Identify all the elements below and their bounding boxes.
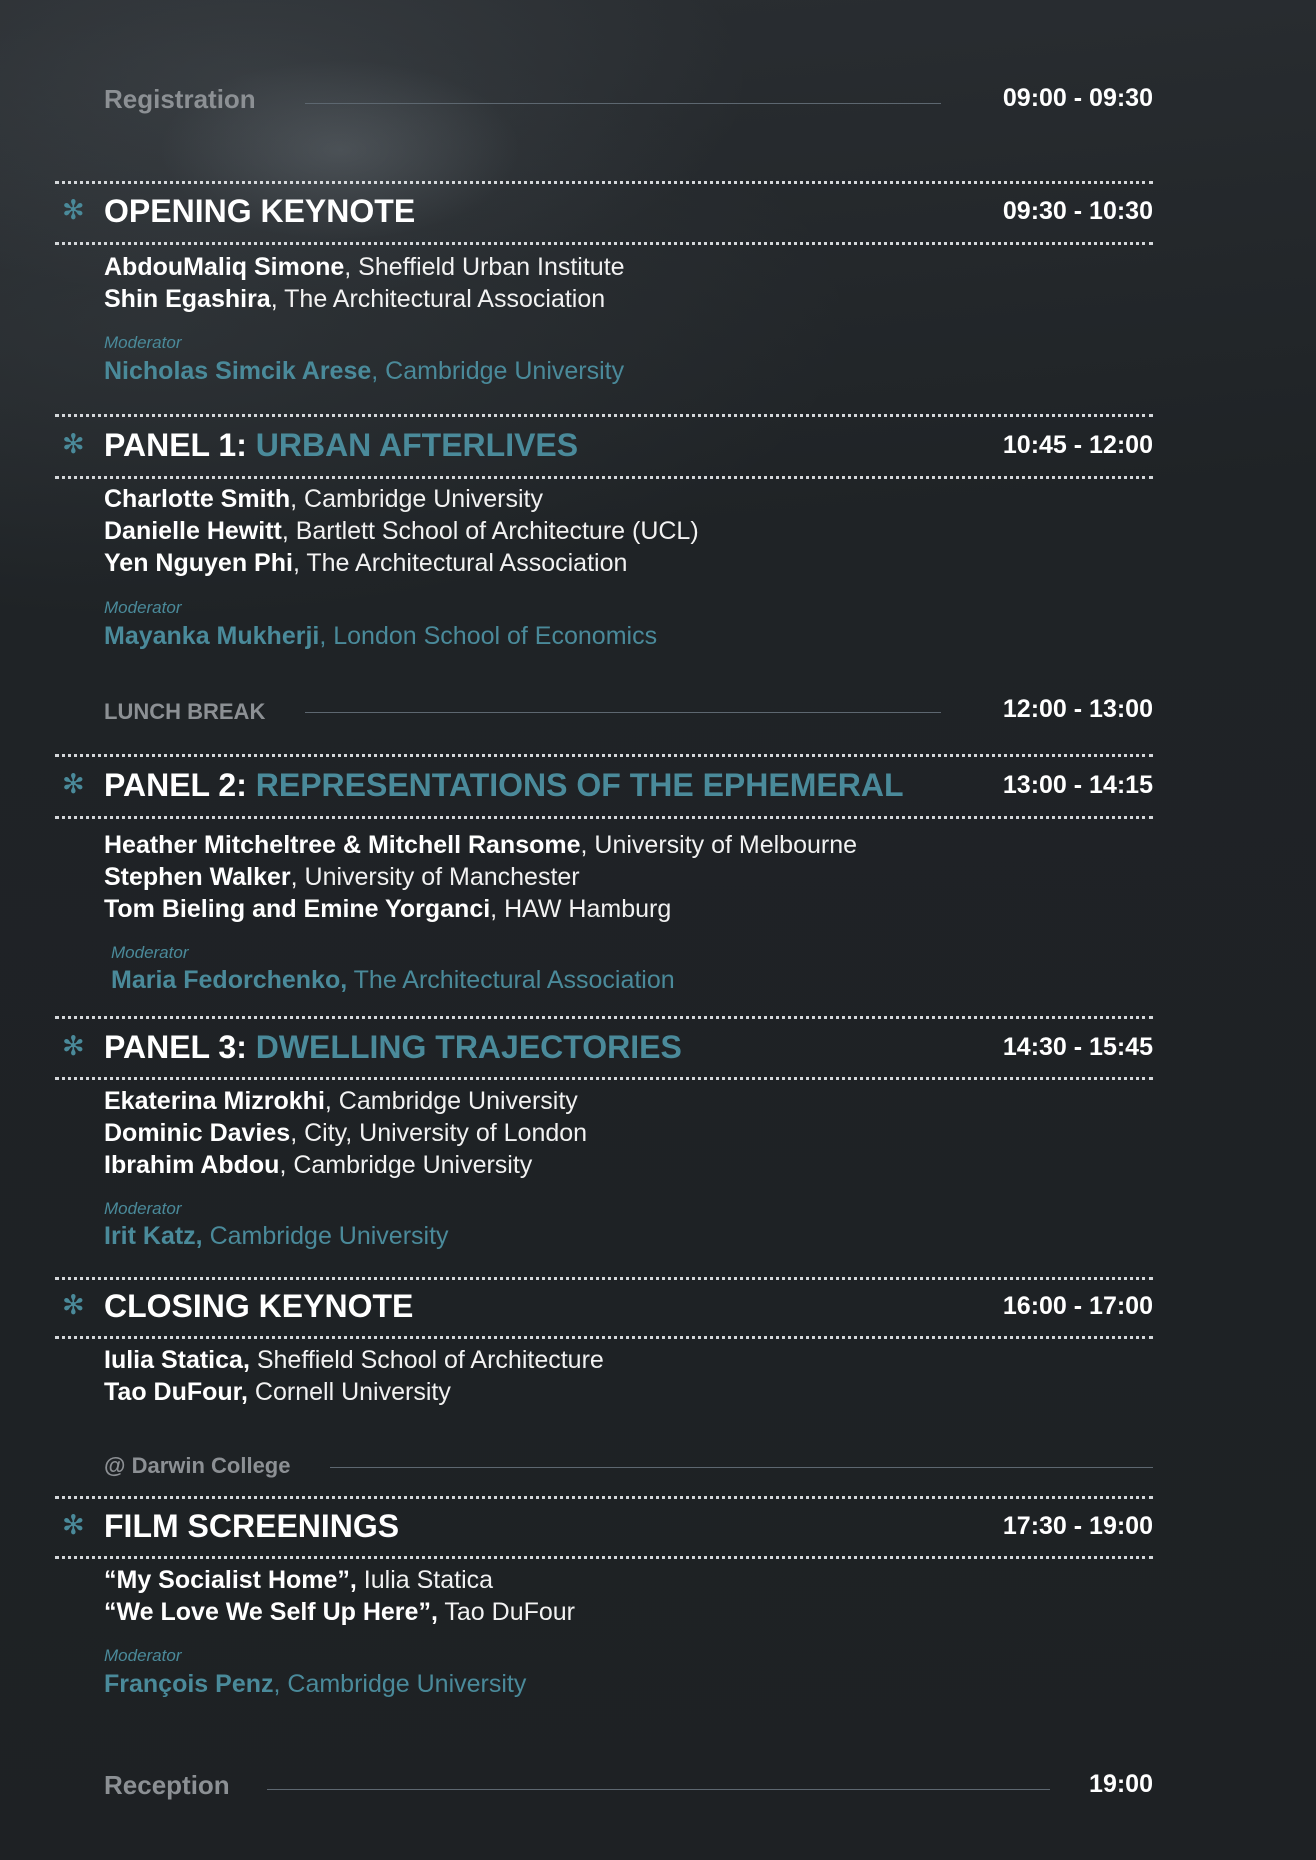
moderator-affiliation: , Cambridge University — [371, 357, 625, 385]
speaker-row — [104, 515, 699, 547]
moderator-label: Moderator — [111, 943, 189, 962]
speaker-name: Dominic Davies — [104, 1119, 291, 1147]
session-divider-bottom — [55, 1336, 1153, 1339]
speaker-row — [104, 893, 857, 925]
registration-label: Registration — [104, 84, 256, 114]
moderator-name: Irit Katz, — [104, 1222, 203, 1250]
session-divider-top — [55, 181, 1153, 184]
speaker-row — [104, 1376, 604, 1408]
star-icon: ✻ — [62, 195, 85, 225]
star-icon: ✻ — [62, 769, 85, 799]
speaker-name: AbdouMaliq Simone — [104, 253, 345, 281]
moderator-row — [104, 357, 624, 386]
speaker-affiliation: , Sheffield Urban Institute — [344, 253, 625, 281]
session-divider-top — [55, 754, 1153, 757]
session-title-prefix: OPENING KEYNOTE — [104, 193, 416, 229]
moderator-name: Maria Fedorchenko, — [111, 966, 348, 994]
moderator-row — [104, 1222, 449, 1251]
speaker-name: Ibrahim Abdou — [104, 1151, 280, 1179]
speaker-list — [104, 1564, 575, 1628]
speaker-list — [104, 1344, 604, 1408]
session-divider-bottom — [55, 242, 1153, 245]
session-title — [104, 1508, 399, 1545]
venue-label: @ Darwin College — [104, 1453, 291, 1478]
session-divider-bottom — [55, 476, 1153, 479]
moderator-name: François Penz — [104, 1670, 274, 1698]
speaker-name: Tao DuFour, — [104, 1378, 248, 1406]
session-title-prefix: FILM SCREENINGS — [104, 1508, 400, 1544]
speaker-name: Iulia Statica, — [104, 1346, 250, 1374]
speaker-row — [104, 861, 857, 893]
moderator-label: Moderator — [104, 1646, 182, 1665]
reception-divider — [267, 1789, 1050, 1790]
session-time: 14:30 - 15:45 — [1002, 1033, 1153, 1061]
session-divider-bottom — [55, 1077, 1153, 1080]
moderator-label: Moderator — [104, 1199, 182, 1218]
speaker-affiliation: , Cambridge University — [324, 1087, 578, 1115]
moderator-row — [111, 966, 675, 995]
moderator-affiliation: The Architectural Association — [347, 966, 675, 994]
lunch-time: 12:00 - 13:00 — [1002, 695, 1153, 723]
session-title — [104, 1288, 413, 1325]
speaker-name: Charlotte Smith — [104, 485, 291, 513]
speaker-name: Shin Egashira — [104, 285, 271, 313]
session-time: 13:00 - 14:15 — [1002, 771, 1153, 799]
speaker-affiliation: , University of Manchester — [290, 863, 580, 891]
speaker-name: Yen Nguyen Phi — [104, 549, 293, 577]
speaker-affiliation: , The Architectural Association — [292, 549, 628, 577]
session-time: 17:30 - 19:00 — [1002, 1512, 1153, 1540]
speaker-affiliation: Sheffield School of Architecture — [249, 1346, 604, 1374]
speaker-list — [104, 251, 625, 315]
speaker-row — [104, 483, 699, 515]
session-divider-top — [55, 1277, 1153, 1280]
film-director: Iulia Statica — [356, 1566, 494, 1594]
registration-divider — [305, 103, 941, 104]
session-time: 16:00 - 17:00 — [1002, 1292, 1153, 1320]
speaker-row — [104, 251, 625, 283]
star-icon: ✻ — [62, 1510, 85, 1540]
speaker-affiliation: , Cambridge University — [279, 1151, 533, 1179]
film-title: “My Socialist Home”, — [104, 1566, 357, 1594]
session-title-accent: REPRESENTATIONS OF THE EPHEMERAL — [255, 767, 904, 803]
star-icon: ✻ — [62, 1031, 85, 1061]
speaker-row — [104, 1085, 587, 1117]
speaker-affiliation: , HAW Hamburg — [490, 895, 672, 923]
speaker-list — [104, 829, 857, 925]
speaker-list — [104, 1085, 587, 1181]
speaker-name: Danielle Hewitt — [104, 517, 282, 545]
moderator-affiliation: , London School of Economics — [319, 622, 658, 650]
session-title — [104, 427, 578, 464]
session-time: 09:30 - 10:30 — [1002, 197, 1153, 225]
session-divider-bottom — [55, 1556, 1153, 1559]
star-icon: ✻ — [62, 429, 85, 459]
speaker-affiliation: , Cambridge University — [290, 485, 543, 513]
moderator-row — [104, 622, 657, 651]
moderator-affiliation: , Cambridge University — [273, 1670, 527, 1698]
moderator-name: Nicholas Simcik Arese — [104, 357, 372, 385]
star-icon: ✻ — [62, 1290, 85, 1320]
moderator-affiliation: Cambridge University — [202, 1222, 449, 1250]
speaker-row — [104, 1117, 587, 1149]
speaker-name: Tom Bieling and Emine Yorganci — [104, 895, 491, 923]
session-title-prefix: PANEL 1: — [104, 427, 256, 463]
lunch-label: LUNCH BREAK — [104, 699, 266, 724]
speaker-list — [104, 483, 699, 579]
speaker-name: Stephen Walker — [104, 863, 291, 891]
session-title-prefix: CLOSING KEYNOTE — [104, 1288, 414, 1324]
session-title-accent: DWELLING TRAJECTORIES — [255, 1029, 682, 1065]
moderator-label: Moderator — [104, 333, 182, 352]
moderator-row — [104, 1670, 526, 1699]
speaker-affiliation: , The Architectural Association — [270, 285, 606, 313]
session-divider-top — [55, 1016, 1153, 1019]
film-row — [104, 1596, 575, 1628]
venue-divider — [330, 1467, 1153, 1468]
speaker-affiliation: Cornell University — [247, 1378, 451, 1406]
film-row — [104, 1564, 575, 1596]
speaker-affiliation: , University of Melbourne — [580, 831, 858, 859]
speaker-row — [104, 1149, 587, 1181]
reception-time: 19:00 — [1089, 1770, 1153, 1798]
session-title-prefix: PANEL 2: — [104, 767, 256, 803]
session-title — [104, 193, 415, 230]
registration-time: 09:00 - 09:30 — [1002, 84, 1153, 112]
session-divider-bottom — [55, 816, 1153, 819]
speaker-affiliation: , Bartlett School of Architecture (UCL) — [281, 517, 699, 545]
session-title — [104, 767, 903, 804]
moderator-label: Moderator — [104, 598, 182, 617]
session-divider-top — [55, 414, 1153, 417]
speaker-row — [104, 283, 625, 315]
moderator-name: Mayanka Mukherji — [104, 622, 320, 650]
speaker-affiliation: , City, University of London — [290, 1119, 588, 1147]
speaker-name: Heather Mitcheltree & Mitchell Ransome — [104, 831, 581, 859]
speaker-row — [104, 547, 699, 579]
session-title — [104, 1029, 682, 1066]
session-title-accent: URBAN AFTERLIVES — [255, 427, 579, 463]
film-director: Tao DuFour — [437, 1598, 575, 1626]
session-title-prefix: PANEL 3: — [104, 1029, 256, 1065]
speaker-row — [104, 1344, 604, 1376]
film-title: “We Love We Self Up Here”, — [104, 1598, 438, 1626]
speaker-name: Ekaterina Mizrokhi — [104, 1087, 325, 1115]
lunch-divider — [305, 712, 941, 713]
reception-label: Reception — [104, 1770, 230, 1800]
session-time: 10:45 - 12:00 — [1002, 431, 1153, 459]
session-divider-top — [55, 1496, 1153, 1499]
speaker-row — [104, 829, 857, 861]
